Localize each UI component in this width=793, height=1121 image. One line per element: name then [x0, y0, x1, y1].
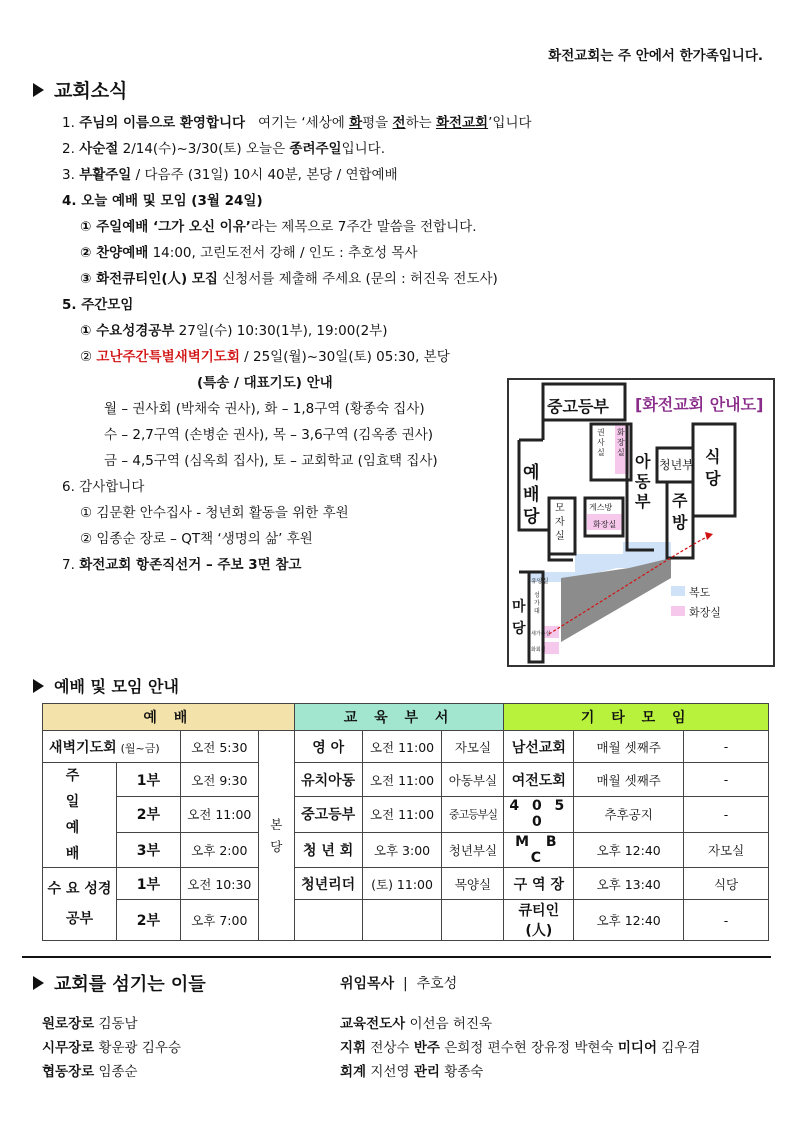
news-item-2: 2. 사순절 2/14(수)~3/30(토) 오늘은 종려주일입니다. [62, 141, 385, 157]
schedule-title: 예배 및 모임 안내 [54, 677, 179, 696]
map-label-small-2: 성가대 [534, 592, 540, 615]
triangle-bullet-icon [33, 976, 44, 990]
header-other: 기 타 모 임 [504, 704, 769, 731]
map-label-small-1: 유양실 [531, 578, 549, 585]
table-row: 3부 오후 2:00 청 년 회 오후 3:00 청년부실 M B C 오후 12:40 자모실 [43, 832, 769, 867]
map-label-yard: 마당 [512, 599, 526, 637]
news-item-4-1: ① 주일예배 ‘그가 오신 이유’라는 제목으로 7주간 말씀을 전합니다. [80, 219, 477, 235]
map-label-small-4: 화회실 [531, 647, 546, 653]
church-floor-map [507, 378, 775, 667]
map-label-kitchen: 주방 [672, 491, 688, 532]
news-item-5: 5. 주간모임 [62, 297, 134, 313]
news-prayer-line-2: 수 – 2,7구역 (손병순 권사), 목 – 3,6구역 (김옥종 권사) [104, 427, 434, 443]
news-title: 교회소식 [54, 80, 128, 102]
table-row: 수 요 성경공부 1부 오전 10:30 청년리더 (토) 11:00 목양실 구 역 장 오후 13:40 식당 [43, 868, 769, 900]
people-title: 교회를 섬기는 이들 [54, 974, 206, 995]
news-item-5-1: ① 수요성경공부 27일(수) 10:30(1부), 19:00(2부) [80, 323, 388, 339]
header-worship: 예 배 [43, 704, 295, 731]
map-label-dining: 식당 [705, 447, 721, 488]
map-label-middle-school: 중고등부 [547, 397, 609, 416]
news-section-title [33, 76, 127, 103]
staff-list: 교육전도사 이선음 허진욱 지휘 전상수 반주 은희정 편수현 장유정 박현숙 미디어 김우겸 회계 지선영 관리 황종숙 [340, 1016, 701, 1080]
header-education: 교 육 부 서 [294, 704, 504, 731]
map-label-restroom-2: 화장실 [593, 520, 617, 529]
triangle-bullet-icon [33, 83, 44, 97]
table-header-row [43, 704, 769, 731]
news-item-6: 6. 감사합니다 [62, 479, 145, 495]
map-label-worship: 예배당 [523, 463, 540, 527]
map-label-kids: 아동부 [635, 452, 651, 511]
news-item-4: 4. 오늘 예배 및 모임 (3월 24일) [62, 193, 263, 209]
news-item-5-2: ② 고난주간특별새벽기도회 / 25일(월)~30일(토) 05:30, 본당 [80, 349, 450, 365]
news-item-3: 3. 부활주일 / 다음주 (31일) 10시 40분, 본당 / 연합예배 [62, 167, 398, 183]
edu-name: 영 아 [294, 731, 362, 763]
map-legend-hallway: 복도 [689, 586, 711, 599]
map-label-mother: 모자실 [555, 503, 565, 542]
wednesday-label: 수 요 성경공부 [47, 881, 112, 927]
schedule-section-title [33, 674, 179, 697]
news-prayer-line-3: 금 – 4,5구역 (심옥희 집사), 토 – 교회학교 (임효택 집사) [104, 453, 438, 469]
news-list [62, 112, 532, 580]
table-row: 2부 오전 11:00 중고등부 오전 11:00 중고등부실 4 0 5 0 추후공지 - [43, 797, 769, 832]
map-title: [화전교회 안내도] [635, 395, 764, 414]
main-hall-label: 본 당 [270, 816, 283, 854]
news-item-6-1: ① 김문환 안수집사 - 청년회 활동을 위한 후원 [80, 505, 349, 521]
news-item-4-2: ② 찬양예배 14:00, 고린도전서 강해 / 인도 : 추호성 목사 [80, 245, 418, 261]
floor-map-drawing [509, 380, 773, 665]
map-label-small-3: 새가족실 [531, 631, 551, 637]
map-label-restroom: 화장실 [617, 428, 625, 457]
schedule-table [42, 703, 769, 941]
news-item-5-2-sub: (특송 / 대표기도) 안내 [197, 375, 333, 391]
map-label-youth: 청년부 [659, 458, 694, 472]
dawn-label: 새벽기도회 [49, 739, 117, 756]
section-divider [22, 956, 771, 958]
table-row: 2부 오후 7:00 큐티인(人) 오후 12:40 - [43, 900, 769, 941]
news-prayer-line-1: 월 – 권사회 (박채숙 권사), 화 – 1,8구역 (황종숙 집사) [104, 401, 425, 417]
senior-pastor: 위임목사 | 추호성 [340, 976, 458, 992]
news-item-6-2: ② 임종순 장로 – QT책 ‘생명의 삶’ 후원 [80, 531, 313, 547]
news-item-7: 7. 화전교회 항존직선거 – 주보 3면 참고 [62, 557, 302, 573]
table-row: 새벽기도회 (월~금) 오전 5:30 본 당 영 아 오전 11:00 자모실 남선교회 매월 셋째주 - [43, 731, 769, 763]
triangle-bullet-icon [33, 679, 44, 693]
table-row: 주 일 예 배 1부 오전 9:30 유치아동 오전 11:00 아동부실 여전도회 매월 셋째주 - [43, 763, 769, 797]
sunday-label: 주 일 예 배 [65, 768, 94, 862]
map-label-counsel: 게스방 [589, 503, 613, 512]
map-legend-restroom: 화장실 [689, 606, 721, 619]
map-label-elder: 권사실 [597, 428, 605, 457]
news-item-4-3: ③ 화전큐티인(人) 모집 신청서를 제출해 주세요 (문의 : 허진욱 전도사) [80, 271, 498, 287]
people-section-title [33, 970, 206, 996]
church-motto: 화전교회는 주 안에서 한가족입니다. [548, 48, 763, 64]
dawn-time: 오전 5:30 [180, 731, 258, 763]
elders-list: 원로장로 김동남 시무장로 황운광 김우승 협동장로 임종순 [42, 1016, 182, 1080]
news-item-1: 1. 주님의 이름으로 환영합니다 여기는 ‘세상에 화평을 전하는 화전교회’입니다 [62, 115, 532, 131]
